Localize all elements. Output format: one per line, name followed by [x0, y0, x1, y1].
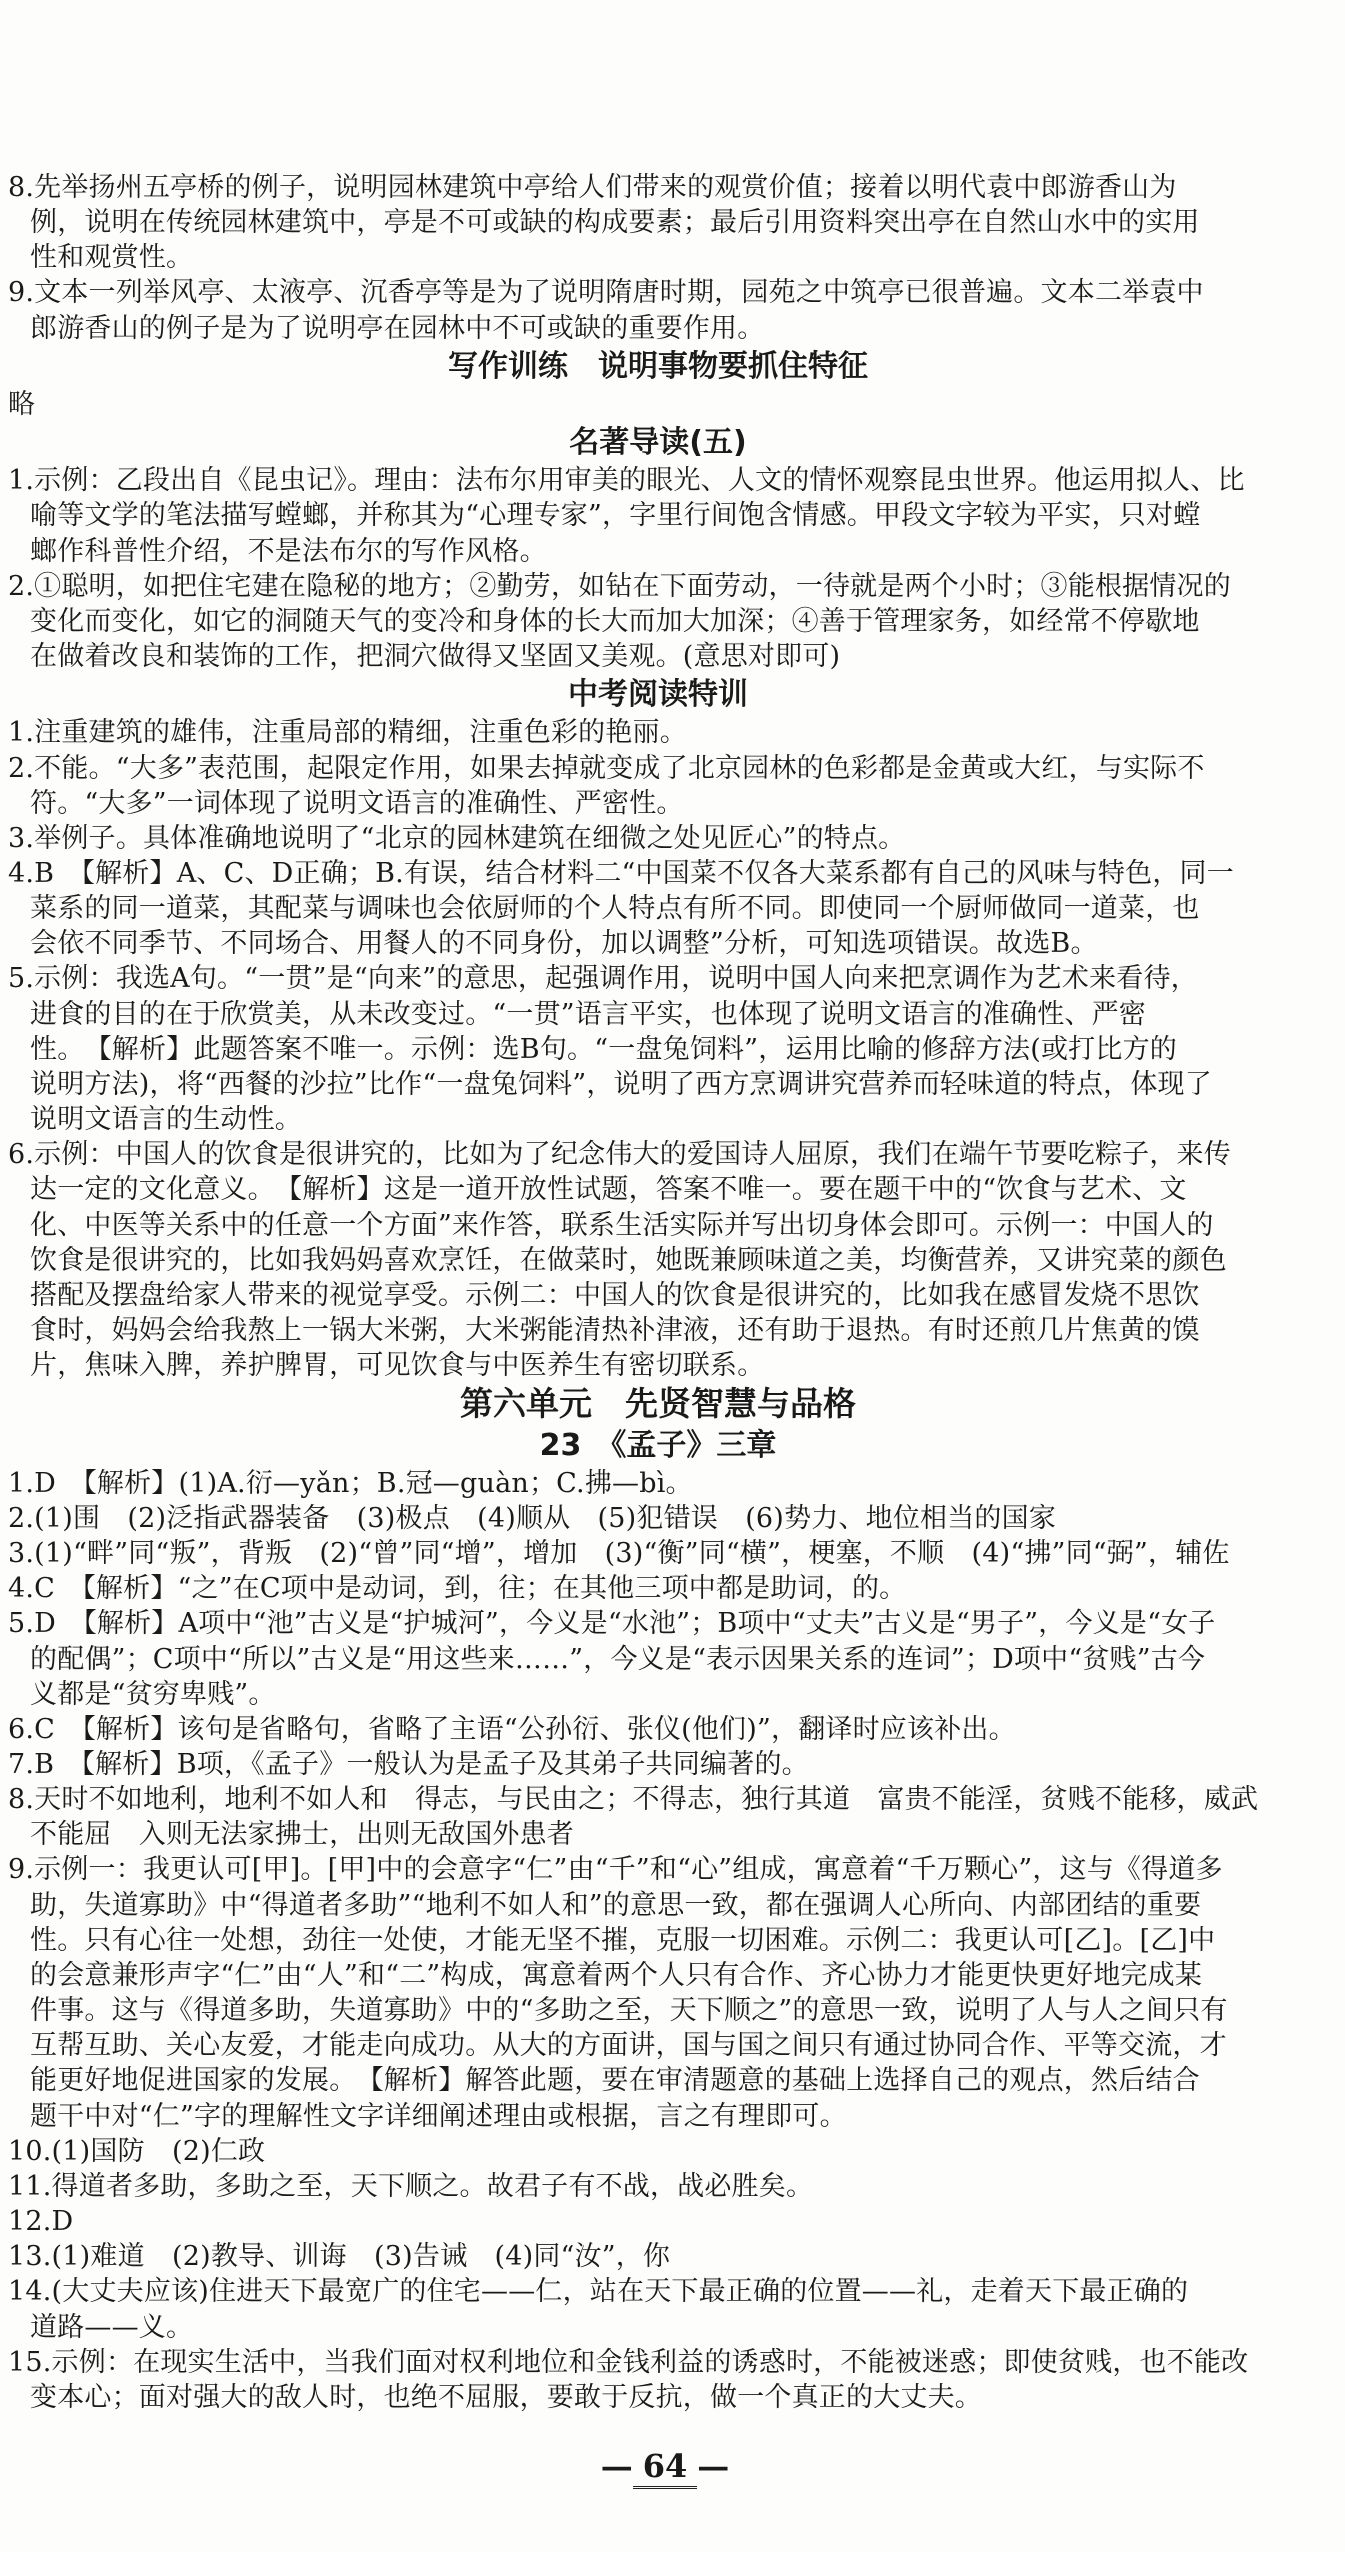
answer-line: 5.示例：我选A句。“一贯”是“向来”的意思，起强调作用，说明中国人向来把烹调作为艺术来看待，	[8, 963, 1198, 995]
answer-line: 13.(1)难道 (2)教导、训诲 (3)告诫 (4)同“汝”，你	[8, 2241, 671, 2273]
answer-line: 3.(1)“畔”同“叛”，背叛 (2)“曾”同“增”，增加 (3)“衡”同“横”，梗塞，不顺 (4)“拂”同“弼”，辅佐	[8, 1538, 1230, 1570]
answer-line: 菜系的同一道菜，其配菜与调味也会依厨师的个人特点有所不同。即使同一个厨师做同一道菜，也	[30, 893, 1200, 925]
page-number-value: 64	[633, 2446, 698, 2489]
answer-line: 1.注重建筑的雄伟，注重局部的精细，注重色彩的艳丽。	[8, 717, 687, 749]
answer-line: 螂作科普性介绍，不是法布尔的写作风格。	[30, 535, 547, 567]
answer-line: 符。“大多”一词体现了说明文语言的准确性、严密性。	[30, 787, 684, 819]
answer-line: 性和观赏性。	[30, 242, 194, 274]
section-heading-reading: 中考阅读特训	[568, 677, 748, 713]
answer-line: 9.示例一：我更认可[甲]。[甲]中的会意字“仁”由“千”和“心”组成，寓意着“千万颗心”，这与《得道多	[8, 1854, 1223, 1886]
answer-line: 2.不能。“大多”表范围，起限定作用，如果去掉就变成了北京园林的色彩都是金黄或大红，与实际不	[8, 752, 1205, 784]
answer-line: 5.D 【解析】A项中“池”古义是“护城河”，今义是“水池”；B项中“丈夫”古义是“男子”，今义是“女子	[8, 1608, 1216, 1640]
answer-line: 4.C 【解析】“之”在C项中是动词，到，往；在其他三项中都是助词，的。	[8, 1573, 907, 1605]
answer-line: 食时，妈妈会给我熬上一锅大米粥，大米粥能清热补津液，还有助于退热。有时还煎几片焦黄的馍	[30, 1315, 1200, 1347]
answer-line: 题干中对“仁”字的理解性文字详细阐述理由或根据，言之有理即可。	[30, 2100, 847, 2132]
answer-line: 在做着改良和装饰的工作，把洞穴做得又坚固又美观。(意思对即可)	[30, 641, 841, 673]
answer-line: 6.示例：中国人的饮食是很讲究的，比如为了纪念伟大的爱国诗人屈原，我们在端午节要吃粽子，来传	[8, 1139, 1231, 1171]
answer-line: 喻等文学的笔法描写螳螂，并称其为“心理专家”，字里行间饱含情感。甲段文字较为平实，只对螳	[30, 500, 1201, 532]
section-heading-writing: 写作训练 说明事物要抓住特征	[448, 348, 868, 384]
answer-line: 例，说明在传统园林建筑中，亭是不可或缺的构成要素；最后引用资料突出亭在自然山水中的实用	[30, 207, 1200, 239]
answer-line: 会依不同季节、不同场合、用餐人的不同身份，加以调整”分析，可知选项错误。故选B。	[30, 928, 1098, 960]
section-heading-classic: 名著导读(五)	[569, 425, 747, 461]
answer-line: 的配偶”；C项中“所以”古义是“用这些来……”，今义是“表示因果关系的连词”；D项中“贫贱”古今	[30, 1643, 1206, 1675]
answer-line: 助，失道寡助》中“得道者多助”“地利不如人和”的意思一致，都在强调人心所向、内部团结的重要	[30, 1889, 1202, 1921]
page-number: — 64 —	[0, 2446, 1330, 2489]
answer-line: 片，焦味入脾，养护脾胃，可见饮食与中医养生有密切联系。	[30, 1350, 765, 1382]
answer-line: 12.D	[8, 2206, 74, 2238]
answer-line: 1.示例：乙段出自《昆虫记》。理由：法布尔用审美的眼光、人文的情怀观察昆虫世界。他运用拟人、比	[8, 465, 1245, 497]
answer-line: 变本心；面对强大的敌人时，也绝不屈服，要敢于反抗，做一个真正的大丈夫。	[30, 2381, 982, 2413]
answer-line: 饮食是很讲究的，比如我妈妈喜欢烹饪，在做菜时，她既兼顾味道之美，均衡营养，又讲究菜的颜色	[30, 1244, 1227, 1276]
answer-line: 2.(1)围 (2)泛指武器装备 (3)极点 (4)顺从 (5)犯错误 (6)势力、地位相当的国家	[8, 1502, 1057, 1534]
answer-line: 9.文本一列举风亭、太液亭、沉香亭等是为了说明隋唐时期，园苑之中筑亭已很普遍。文本二举袁中	[8, 277, 1204, 309]
answer-line: 道路——义。	[30, 2311, 194, 2343]
answer-line: 15.示例：在现实生活中，当我们面对权利地位和金钱利益的诱惑时，不能被迷惑；即使贫贱，也不能改	[8, 2346, 1249, 2378]
answer-line: 郎游香山的例子是为了说明亭在园林中不可或缺的重要作用。	[30, 312, 765, 344]
answer-line: 的会意兼形声字“仁”由“人”和“二”构成，寓意着两个人只有合作、齐心协力才能更快更好地完成某	[30, 1959, 1203, 1991]
answer-line: 11.得道者多助，多助之至，天下顺之。故君子有不战，战必胜矣。	[8, 2170, 814, 2202]
answer-line: 略	[8, 388, 36, 420]
answer-line: 性。只有心往一处想，劲往一处使，才能无坚不摧，克服一切困难。示例二：我更认可[乙]。[乙]中	[30, 1924, 1216, 1956]
answer-line: 8.天时不如地利，地利不如人和 得志，与民由之；不得志，独行其道 富贵不能淫，贫贱不能移，威武	[8, 1784, 1259, 1816]
answer-line: 化、中医等关系中的任意一个方面”来作答，联系生活实际并写出切身体会即可。示例一：中国人的	[30, 1209, 1214, 1241]
answer-line: 3.举例子。具体准确地说明了“北京的园林建筑在细微之处见匠心”的特点。	[8, 822, 906, 854]
answer-line: 14.(大丈夫应该)住进天下最宽广的住宅——仁，站在天下最正确的位置——礼，走着天下最正确的	[8, 2276, 1189, 2308]
answer-line: 7.B 【解析】B项，《孟子》一般认为是孟子及其弟子共同编著的。	[8, 1748, 809, 1780]
answer-line: 搭配及摆盘给家人带来的视觉享受。示例二：中国人的饮食是很讲究的，比如我在感冒发烧不思饮	[30, 1279, 1200, 1311]
answer-line: 件事。这与《得道多助，失道寡助》中的“多助之至，天下顺之”的意思一致，说明了人与人之间只有	[30, 1995, 1228, 2027]
answer-line: 互帮互助、关心友爱，才能走向成功。从大的方面讲，国与国之间只有通过协同合作、平等交流，才	[30, 2030, 1227, 2062]
answer-line: 6.C 【解析】该句是省略句，省略了主语“公孙衍、张仪(他们)”，翻译时应该补出。	[8, 1713, 1016, 1745]
answer-line: 8.先举扬州五亭桥的例子，说明园林建筑中亭给人们带来的观赏价值；接着以明代袁中郎游香山为	[8, 172, 1177, 203]
answer-line: 进食的目的在于欣赏美，从未改变过。“一贯”语言平实，也体现了说明文语言的准确性、严密	[30, 998, 1147, 1030]
answer-line: 1.D 【解析】(1)A.衍—yǎn；B.冠—guàn；C.拂—bì。	[8, 1467, 693, 1499]
lesson-heading: 23 《孟子》三章	[539, 1427, 777, 1463]
answer-line: 说明方法)，将“西餐的沙拉”比作“一盘兔饲料”，说明了西方烹调讲究营养而轻味道的特点，体现了	[30, 1068, 1212, 1100]
answer-line: 2.①聪明，如把住宅建在隐秘的地方；②勤劳，如钻在下面劳动，一待就是两个小时；③能根据情况的	[8, 570, 1231, 602]
answer-line: 义都是“贫穷卑贱”。	[30, 1678, 276, 1710]
answer-line: 性。 【解析】此题答案不唯一。示例：选B句。“一盘兔饲料”，运用比喻的修辞方法(或打比方的	[30, 1033, 1177, 1065]
answer-line: 达一定的文化意义。 【解析】这是一道开放性试题，答案不唯一。要在题干中的“饮食与艺术、文	[30, 1174, 1187, 1206]
unit-heading: 第六单元 先贤智慧与品格	[460, 1384, 856, 1424]
answer-line: 说明文语言的生动性。	[30, 1104, 302, 1136]
answer-line: 4.B 【解析】A、C、D正确；B.有误，结合材料二“中国菜不仅各大菜系都有自己的风味与特色，同一	[8, 858, 1234, 890]
answer-line: 变化而变化，如它的洞随天气的变冷和身体的长大而加大加深；④善于管理家务，如经常不停歇地	[30, 605, 1200, 637]
answer-line: 能更好地促进国家的发展。 【解析】解答此题，要在审清题意的基础上选择自己的观点，然后结合	[30, 2065, 1200, 2097]
answer-line: 不能屈 入则无法家拂士，出则无敌国外患者	[30, 1819, 574, 1851]
answer-line: 10.(1)国防 (2)仁政	[8, 2135, 266, 2167]
